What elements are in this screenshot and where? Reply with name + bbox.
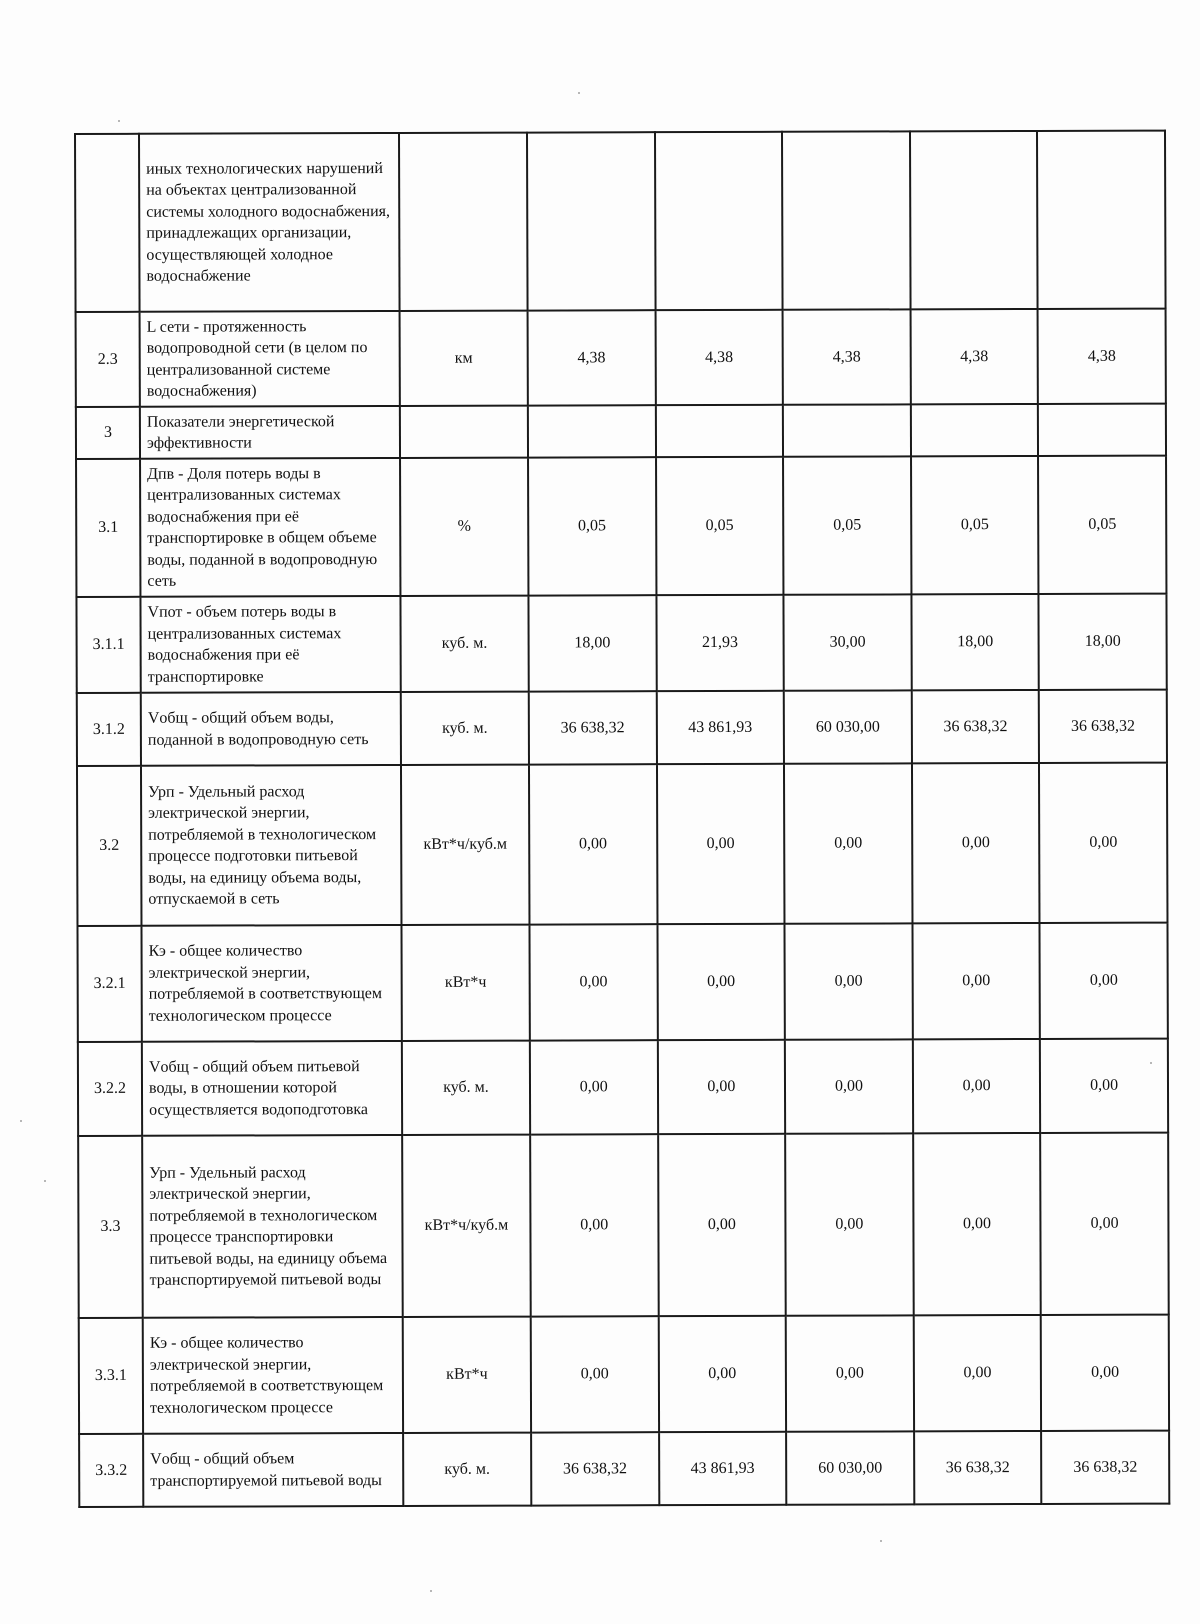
row-number: 3.3.1 xyxy=(79,1318,143,1434)
value-cell: 0,00 xyxy=(912,763,1040,923)
value-cell: 4,38 xyxy=(528,310,656,405)
value-cell: 18,00 xyxy=(528,595,656,691)
table-row xyxy=(77,690,1167,766)
value-cell: 0,00 xyxy=(658,1316,786,1432)
scan-speck xyxy=(44,1180,46,1182)
value-cell: 0,00 xyxy=(529,764,657,924)
value-cell xyxy=(910,131,1038,309)
value-cell xyxy=(782,131,910,309)
unit-cell: кВт*ч xyxy=(401,925,529,1041)
indicator-name: Дпв - Доля потерь воды в централизованных системах водоснабжения при её транспортировке в общем объеме воды, поданной в водопроводную сеть xyxy=(140,458,400,597)
indicator-name: Vобщ - общий объем транспортируемой питьевой воды xyxy=(143,1433,403,1507)
unit-cell: куб. м. xyxy=(401,692,529,765)
value-cell: 0,05 xyxy=(1038,456,1166,594)
value-cell: 4,38 xyxy=(655,310,783,405)
table-row xyxy=(75,131,1166,312)
value-cell: 0,00 xyxy=(786,1315,914,1431)
value-cell: 0,00 xyxy=(785,1039,913,1133)
value-cell xyxy=(783,404,911,456)
row-number: 2.3 xyxy=(76,312,140,407)
unit-cell: кВт*ч/куб.м xyxy=(402,1135,531,1317)
table-row xyxy=(76,594,1166,693)
value-cell: 36 638,32 xyxy=(531,1432,659,1505)
row-number: 3.2.1 xyxy=(77,926,141,1042)
value-cell: 43 861,93 xyxy=(659,1432,787,1505)
table-row xyxy=(78,1039,1168,1136)
indicator-name: Кэ - общее количество электрической энергии, потребляемой в соответствующем технологическом процессе xyxy=(143,1317,403,1434)
row-number: 3.3 xyxy=(78,1136,143,1318)
value-cell: 0,00 xyxy=(1041,1133,1169,1315)
indicator-name: иных технологических нарушений на объектах централизованной системы холодного водоснабжения, принадлежащих организации, осуществляющей холодное водоснабжение xyxy=(139,133,400,312)
table-body xyxy=(75,131,1169,1507)
value-cell: 21,93 xyxy=(656,595,784,691)
value-cell xyxy=(911,404,1039,456)
indicator-name: Урп - Удельный расход электрической энергии, потребляемой в технологическом процессе транспортировки питьевой воды, на единицу объема транспортируемой питьевой воды xyxy=(142,1135,403,1318)
value-cell: 0,00 xyxy=(530,1040,658,1134)
value-cell: 0,00 xyxy=(785,1133,913,1315)
value-cell: 0,00 xyxy=(529,924,657,1040)
value-cell: 0,00 xyxy=(912,923,1040,1039)
value-cell: 0,05 xyxy=(911,456,1039,594)
row-number: 3.3.2 xyxy=(79,1434,143,1507)
value-cell: 60 030,00 xyxy=(784,690,912,763)
unit-cell: куб. м. xyxy=(403,1433,531,1506)
value-cell: 36 638,32 xyxy=(529,691,657,764)
unit-cell xyxy=(400,406,528,458)
value-cell: 0,00 xyxy=(1040,923,1168,1039)
scan-speck xyxy=(20,1120,22,1122)
table-row xyxy=(77,763,1167,926)
table-row xyxy=(76,309,1166,407)
scan-speck xyxy=(880,1540,882,1542)
row-number: 3.2.2 xyxy=(78,1042,142,1136)
row-number: 3.1.2 xyxy=(77,693,141,766)
indicator-name: Vобщ - общий объем питьевой воды, в отношении которой осуществляется водоподготовка xyxy=(142,1041,402,1136)
scan-speck xyxy=(578,92,580,94)
row-number: 3.2 xyxy=(77,766,142,926)
indicator-name: Урп - Удельный расход электрической энергии, потребляемой в технологическом процессе подготовки питьевой воды, на единицу объема воды, отпускаемой в сеть xyxy=(141,765,402,926)
unit-cell xyxy=(399,133,528,311)
table-row xyxy=(77,923,1167,1042)
indicator-name: L сети - протяженность водопроводной сети (в целом по централизованной системе водоснабжения) xyxy=(140,311,400,407)
value-cell: 30,00 xyxy=(784,594,912,690)
value-cell: 0,00 xyxy=(657,1040,785,1134)
value-cell: 0,05 xyxy=(783,456,911,594)
unit-cell: % xyxy=(400,458,528,596)
value-cell: 60 030,00 xyxy=(786,1431,914,1504)
value-cell xyxy=(655,405,783,457)
indicator-name: Кэ - общее количество электрической энергии, потребляемой в соответствующем технологическом процессе xyxy=(141,925,401,1042)
value-cell: 4,38 xyxy=(910,309,1038,404)
value-cell xyxy=(528,405,656,457)
indicator-name: Vпот - объем потерь воды в централизованных системах водоснабжения при её транспортировке xyxy=(140,596,400,693)
value-cell: 0,00 xyxy=(530,1134,658,1316)
indicator-name: Vобщ - общий объем воды, поданной в водопроводную сеть xyxy=(141,692,401,766)
scan-speck xyxy=(118,120,120,122)
table-row xyxy=(76,404,1166,459)
value-cell: 0,00 xyxy=(1041,1315,1169,1431)
value-cell xyxy=(1037,131,1165,309)
unit-cell: км xyxy=(400,311,528,406)
table-row xyxy=(76,456,1166,597)
table-row xyxy=(79,1315,1169,1434)
value-cell: 0,05 xyxy=(528,457,656,595)
row-number: 3.1.1 xyxy=(76,597,140,693)
value-cell: 36 638,32 xyxy=(1041,1431,1169,1504)
row-number: 3 xyxy=(76,407,140,459)
table-row xyxy=(79,1431,1169,1507)
value-cell: 36 638,32 xyxy=(1039,690,1167,763)
value-cell: 43 861,93 xyxy=(656,691,784,764)
row-number: 3.1 xyxy=(76,459,140,597)
unit-cell: куб. м. xyxy=(400,596,528,692)
value-cell: 0,00 xyxy=(1039,763,1167,923)
value-cell: 4,38 xyxy=(783,309,911,404)
value-cell: 0,00 xyxy=(785,923,913,1039)
value-cell: 0,00 xyxy=(913,1133,1041,1315)
unit-cell: кВт*ч/куб.м xyxy=(401,765,530,925)
value-cell: 0,00 xyxy=(784,763,912,923)
value-cell: 0,00 xyxy=(657,924,785,1040)
value-cell: 0,00 xyxy=(531,1316,659,1432)
unit-cell: кВт*ч xyxy=(403,1317,531,1433)
scan-speck xyxy=(430,1590,432,1592)
value-cell: 4,38 xyxy=(1038,309,1166,404)
value-cell: 0,00 xyxy=(913,1315,1041,1431)
indicator-name: Показатели энергетической эффективности xyxy=(140,406,400,459)
value-cell: 36 638,32 xyxy=(914,1431,1042,1504)
value-cell: 18,00 xyxy=(1039,594,1167,690)
value-cell xyxy=(655,132,783,310)
row-number xyxy=(75,134,140,312)
value-cell: 0,05 xyxy=(656,457,784,595)
value-cell: 0,00 xyxy=(1040,1039,1168,1133)
value-cell xyxy=(527,132,655,310)
value-cell: 36 638,32 xyxy=(912,690,1040,763)
unit-cell: куб. м. xyxy=(402,1041,530,1135)
table-row xyxy=(78,1133,1169,1318)
value-cell: 0,00 xyxy=(657,764,785,924)
value-cell: 18,00 xyxy=(911,594,1039,690)
value-cell: 0,00 xyxy=(658,1134,786,1316)
value-cell xyxy=(1038,404,1166,456)
indicators-table xyxy=(74,130,1170,1508)
value-cell: 0,00 xyxy=(913,1039,1041,1133)
